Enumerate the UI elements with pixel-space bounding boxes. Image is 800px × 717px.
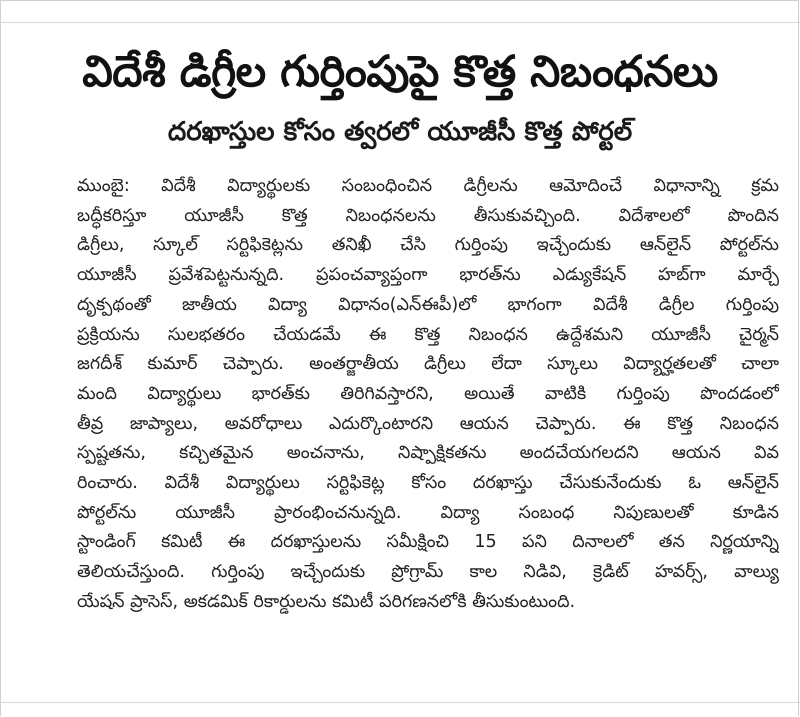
bottom-divider <box>0 702 800 703</box>
body-line: పోర్టల్‌ను యూజీసీ ప్రారంభించనున్నది. విద్యా సంబంధ నిపుణులతో కూడిన <box>77 502 779 523</box>
body-line: ముంబై: విదేశీ విద్యార్థులకు సంబంధించిన డిగ్రీలను ఆమోదించే విధానాన్ని క్రమ <box>77 176 779 196</box>
body-line: ప్రక్రియను సులభతరం చేయడమే ఈ కొత్త నిబంధన ఉద్దేశమని యూజీసీ చైర్మన్ <box>77 324 779 345</box>
article-headline: విదేశీ డిగ్రీల గుర్తింపుపై కొత్త నిబంధనలు <box>82 47 718 97</box>
article-body <box>77 172 779 618</box>
body-line: స్పష్టతను, కచ్చితమైన అంచనాను, నిష్పాక్షికతను అందచేయగలదని ఆయన వివ <box>77 443 779 464</box>
body-line: తెలియచేస్తుంది. గుర్తింపు ఇచ్చేందుకు ప్రోగ్రామ్ కాల నిడివి, క్రెడిట్ హవర్స్, వాల్యు <box>77 562 779 583</box>
body-line: యేషన్ ప్రాసెస్, అకడమిక్ రికార్డులను కమిటీ పరిగణనలోకి తీసుకుంటుంది. <box>77 591 576 612</box>
body-line: మంది విద్యార్థులు భారత్‌కు తిరిగివస్తారని, అయితే వాటికి గుర్తింపు పొందడంలో <box>77 383 779 404</box>
top-divider <box>0 22 800 23</box>
article-subheadline: దరఖాస్తుల కోసం త్వరలో యూజీసీ కొత్త పోర్టల్ <box>167 117 633 147</box>
body-line: తీవ్ర జాప్యాలు, అవరోధాలు ఎదుర్కొంటారని ఆయన చెప్పారు. ఈ కొత్త నిబంధన <box>77 413 779 434</box>
body-line: దృక్పథంతో జాతీయ విద్యా విధానం(ఎన్ఈపీ)లో భాగంగా విదేశీ డిగ్రీల గుర్తింపు <box>77 294 779 315</box>
body-line: బద్ధీకరిస్తూ యూజీసీ కొత్త నిబంధనలను తీసుకువచ్చింది. విదేశాలలో పొందిన <box>77 205 779 226</box>
body-line: రించారు. విదేశీ విద్యార్థులు సర్టిఫికెట్ల కోసం దరఖాస్తు చేసుకునేందుకు ఓ ఆన్‌లైన్ <box>77 473 779 494</box>
body-line: డిగ్రీలు, స్కూల్ సర్టిఫికెట్లను తనిఖీ చేసి గుర్తింపు ఇచ్చేందుకు ఆన్‌లైన్ పోర్టల్‌ను <box>77 235 779 256</box>
body-line: జగదీశ్ కుమార్ చెప్పారు. అంతర్జాతీయ డిగ్రీలు లేదా స్కూలు విద్యార్హతలతో చాలా <box>77 354 779 375</box>
body-line: యూజీసీ ప్రవేశపెట్టనున్నది. ప్రపంచవ్యాప్తంగా భారత్‌ను ఎడ్యుకేషన్ హబ్‌గా మార్చే <box>77 265 779 286</box>
body-line: స్టాండింగ్ కమిటీ ఈ దరఖాస్తులను సమీక్షించి 15 పని దినాలలో తన నిర్ణయాన్ని <box>77 532 779 553</box>
